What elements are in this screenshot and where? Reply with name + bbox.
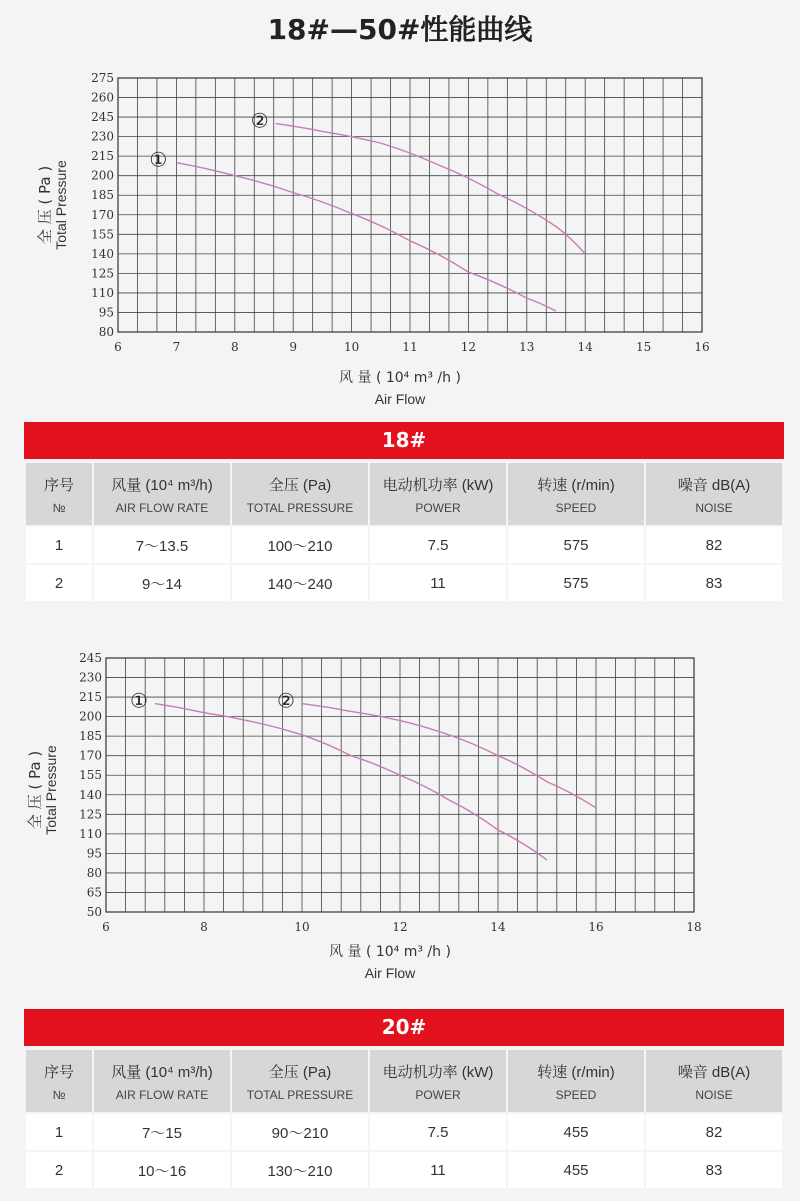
spec-table-20 [24, 1048, 784, 1190]
y-axis-label-zh: 全 压 ( Pa ) [26, 750, 44, 830]
table-cell: 7.5 [370, 527, 506, 563]
table-cell: 1 [26, 1114, 92, 1150]
table-cell: 575 [508, 565, 644, 601]
y-tick-label: 215 [91, 149, 114, 164]
y-tick-label: 110 [91, 285, 114, 300]
y-tick-label: 170 [79, 748, 102, 763]
header-en: NOISE [695, 500, 733, 515]
x-tick-label: 14 [490, 920, 506, 934]
header-cell-pressure [232, 463, 368, 525]
x-tick-label: 14 [577, 340, 593, 354]
header-cell-airflow [94, 1050, 230, 1112]
page-title: 18#—50#性能曲线 [267, 13, 533, 46]
x-tick-label: 10 [294, 920, 310, 934]
header-zh: 全压 (Pa) [268, 476, 332, 494]
y-tick-label: 125 [79, 807, 102, 822]
header-zh: 噪音 dB(A) [677, 476, 751, 494]
y-tick-label: 80 [98, 325, 114, 339]
header-cell-noise [646, 463, 782, 525]
x-axis-label-zh: 风 量 ( 10⁴ m³ /h ) [329, 944, 451, 960]
table-row [26, 1114, 782, 1150]
table-cell: 10～16 [94, 1152, 230, 1188]
header-en: POWER [415, 500, 461, 515]
x-axis-label-zh: 风 量 ( 10⁴ m³ /h ) [339, 370, 461, 386]
performance-chart-18 [0, 60, 800, 420]
header-en: № [52, 500, 66, 515]
y-tick-label: 215 [79, 690, 102, 705]
series-label: ② [277, 688, 295, 713]
header-cell-pressure [232, 1050, 368, 1112]
table-header-row [26, 463, 782, 525]
table-cell: 82 [646, 527, 782, 563]
header-cell-speed [508, 463, 644, 525]
table-cell: 455 [508, 1114, 644, 1150]
header-cell-airflow [94, 463, 230, 525]
x-tick-label: 11 [402, 340, 418, 354]
header-en: TOTAL PRESSURE [246, 1087, 354, 1102]
header-zh: 噪音 dB(A) [677, 1063, 751, 1081]
header-en: TOTAL PRESSURE [246, 500, 354, 515]
header-zh: 风量 (10⁴ m³/h) [111, 1063, 213, 1081]
series-label: ① [149, 147, 168, 172]
y-axis-label-group [36, 160, 69, 250]
header-zh: 电动机功率 (kW) [382, 1063, 494, 1081]
table-cell: 575 [508, 527, 644, 563]
table-cell: 140～240 [232, 565, 368, 601]
x-tick-label: 18 [686, 920, 702, 934]
header-en: SPEED [555, 500, 597, 515]
x-tick-label: 12 [460, 340, 477, 354]
table-header-row [26, 1050, 782, 1112]
x-axis-label-en: Air Flow [364, 965, 416, 981]
y-tick-label: 170 [91, 207, 114, 222]
header-cell-no [26, 1050, 92, 1112]
y-tick-label: 95 [86, 846, 102, 861]
y-tick-label: 140 [79, 787, 102, 802]
table-cell: 11 [370, 1152, 506, 1188]
y-tick-label: 260 [91, 90, 114, 105]
table-cell: 130～210 [232, 1152, 368, 1188]
x-tick-label: 16 [694, 340, 710, 354]
y-tick-label: 65 [86, 885, 102, 900]
chart-svg-18 [0, 60, 800, 420]
header-zh: 转速 (r/min) [537, 476, 615, 494]
table-cell: 2 [26, 565, 92, 601]
table-cell: 100～210 [232, 527, 368, 563]
table-row [26, 1152, 782, 1188]
y-axis-label-en: Total Pressure [53, 160, 69, 250]
y-tick-label: 125 [91, 266, 114, 281]
y-tick-label: 155 [91, 227, 114, 242]
header-en: POWER [415, 1087, 461, 1102]
y-tick-label: 200 [79, 709, 102, 724]
table-cell: 9～14 [94, 565, 230, 601]
table-row [26, 565, 782, 601]
header-en: AIR FLOW RATE [115, 500, 209, 515]
y-tick-label: 200 [91, 168, 114, 183]
y-tick-label: 245 [91, 110, 114, 125]
header-zh: 序号 [43, 476, 74, 494]
table-cell: 11 [370, 565, 506, 601]
table-cell: 1 [26, 527, 92, 563]
x-tick-label: 6 [102, 920, 110, 934]
header-cell-speed [508, 1050, 644, 1112]
header-en: № [52, 1087, 66, 1102]
table-cell: 83 [646, 1152, 782, 1188]
performance-chart-20 [0, 640, 800, 1000]
header-cell-power [370, 463, 506, 525]
table-row [26, 527, 782, 563]
model-band-20: 20# [24, 1009, 784, 1046]
y-tick-label: 185 [91, 188, 114, 203]
y-tick-label: 50 [86, 905, 102, 919]
header-zh: 全压 (Pa) [268, 1063, 332, 1081]
y-axis-label-en: Total Pressure [43, 745, 59, 835]
x-tick-label: 8 [200, 920, 208, 934]
y-axis-label-zh: 全 压 ( Pa ) [36, 165, 54, 245]
x-tick-label: 15 [635, 340, 652, 354]
header-en: NOISE [695, 1087, 733, 1102]
x-tick-label: 9 [289, 340, 298, 354]
y-tick-label: 245 [79, 651, 102, 665]
table-cell: 83 [646, 565, 782, 601]
x-tick-label: 6 [114, 340, 122, 354]
y-tick-label: 110 [79, 826, 102, 841]
chart-svg-20 [0, 640, 800, 1000]
header-zh: 转速 (r/min) [537, 1063, 615, 1081]
x-tick-label: 13 [519, 340, 535, 354]
x-tick-label: 16 [588, 920, 604, 934]
table-cell: 7～13.5 [94, 527, 230, 563]
x-tick-label: 7 [172, 340, 181, 354]
y-tick-label: 230 [79, 670, 102, 685]
y-tick-label: 230 [91, 129, 114, 144]
spec-table-18 [24, 461, 784, 603]
y-tick-label: 95 [98, 305, 114, 320]
header-cell-noise [646, 1050, 782, 1112]
x-tick-label: 8 [230, 340, 239, 354]
series-label: ② [250, 108, 269, 133]
header-en: AIR FLOW RATE [115, 1087, 209, 1102]
table-cell: 7.5 [370, 1114, 506, 1150]
y-tick-label: 80 [86, 865, 102, 880]
y-axis-label-group [26, 745, 59, 835]
series-label: ① [130, 688, 148, 713]
header-cell-no [26, 463, 92, 525]
table-cell: 2 [26, 1152, 92, 1188]
table-cell: 90～210 [232, 1114, 368, 1150]
y-tick-label: 155 [79, 768, 102, 783]
table-cell: 7～15 [94, 1114, 230, 1150]
table-cell: 82 [646, 1114, 782, 1150]
header-zh: 风量 (10⁴ m³/h) [111, 476, 213, 494]
x-tick-label: 10 [343, 340, 360, 354]
header-cell-power [370, 1050, 506, 1112]
table-cell: 455 [508, 1152, 644, 1188]
model-band-18: 18# [24, 422, 784, 459]
header-zh: 电动机功率 (kW) [382, 476, 494, 494]
x-tick-label: 12 [392, 920, 408, 934]
header-zh: 序号 [43, 1063, 74, 1081]
x-axis-label-en: Air Flow [374, 391, 426, 407]
y-tick-label: 140 [91, 246, 114, 261]
y-tick-label: 275 [91, 71, 114, 85]
header-en: SPEED [555, 1087, 597, 1102]
y-tick-label: 185 [79, 729, 102, 744]
